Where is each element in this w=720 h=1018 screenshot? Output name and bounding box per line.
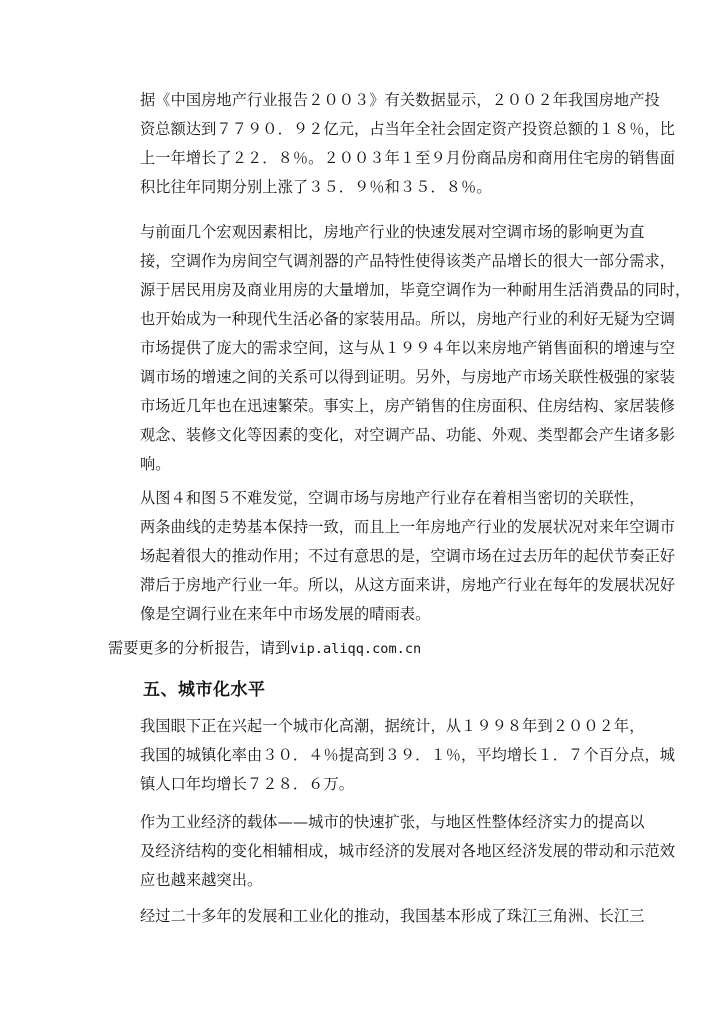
text-line: 源于居民用房及商业用房的大量增加，毕竟空调作为一种耐用生活消费品的同时， [140, 281, 691, 299]
text-line: 调市场的增速之间的关系可以得到证明。另外，与房地产市场关联性极强的家装 [140, 368, 676, 386]
text-line: 市场近几年也在迅速繁荣。事实上，房产销售的住房面积、住房结构、家居装修 [140, 397, 676, 415]
text-line: 场起着很大的推动作用；不过有意思的是，空调市场在过去历年的起伏节奏正好 [140, 547, 676, 565]
section-heading: 五、城市化水平 [143, 680, 266, 700]
text-line: 应也越来越突出。 [140, 871, 263, 889]
text-line: 资总额达到７７９０．９２亿元，占当年全社会固定资产投资总额的１８％，比 [140, 120, 676, 138]
text-line: 从图４和图５不难发觉，空调市场与房地产行业存在着相当密切的关联性， [140, 489, 645, 507]
text-line: 两条曲线的走势基本保持一致，而且上一年房地产行业的发展状况对来年空调市 [140, 518, 676, 536]
text-line: 积比往年同期分别上涨了３５．９％和３５．８％。 [140, 178, 492, 196]
text-line: 镇人口年均增长７２８．６万。 [140, 775, 355, 793]
text-line: 与前面几个宏观因素相比，房地产行业的快速发展对空调市场的影响更为直 [140, 223, 645, 241]
text-line: 我国的城镇化率由３０．４％提高到３９．１％，平均增长１．７个百分点，城 [140, 746, 676, 764]
text-line: 接，空调作为房间空气调剂器的产品特性使得该类产品增长的很大一部分需求， [140, 252, 676, 270]
text-line: 滞后于房地产行业一年。所以，从这方面来讲，房地产行业在每年的发展状况好 [140, 576, 676, 594]
text-line: 也开始成为一种现代生活必备的家装用品。所以，房地产行业的利好无疑为空调 [140, 310, 676, 328]
paragraph-figure-correlation [110, 484, 676, 629]
text-line: 上一年增长了２２．８％。２００３年１至９月份商品房和商用住宅房的销售面 [140, 149, 676, 167]
text-line: 我国眼下正在兴起一个城市化高潮，据统计，从１９９８年到２００２年， [140, 717, 645, 735]
paragraph-real-estate-investment [110, 86, 676, 202]
text-line: 及经济结构的变化相辅相成，城市经济的发展对各地区经济发展的带动和示范效 [140, 842, 676, 860]
text-line: 作为工业经济的载体——城市的快速扩张，与地区性整体经济实力的提高以 [140, 813, 645, 831]
text-line: 市场提供了庞大的需求空间，这与从１９９４年以来房地产销售面积的增速与空 [140, 339, 676, 357]
text-line: 像是空调行业在来年中市场发展的晴雨表。 [140, 605, 431, 623]
text-line: 经过二十多年的发展和工业化的推动，我国基本形成了珠江三角洲、长江三 [140, 907, 645, 925]
paragraph-city-economy [110, 808, 676, 895]
text-line: 据《中国房地产行业报告２００３》有关数据显示，２００２年我国房地产投 [140, 91, 660, 109]
paragraph-urbanization-rate [110, 712, 676, 799]
paragraph-real-estate-impact [110, 218, 691, 479]
paragraph-regional-development [110, 902, 645, 931]
text-line: 响。 [140, 455, 171, 473]
more-reports-line [108, 634, 421, 664]
reports-site-link[interactable]: vip.aliqq.com.cn [290, 641, 422, 657]
more-reports-text: 需要更多的分析报告，请到 [108, 639, 291, 657]
text-line: 观念、装修文化等因素的变化，对空调产品、功能、外观、类型都会产生诸多影 [140, 426, 676, 444]
